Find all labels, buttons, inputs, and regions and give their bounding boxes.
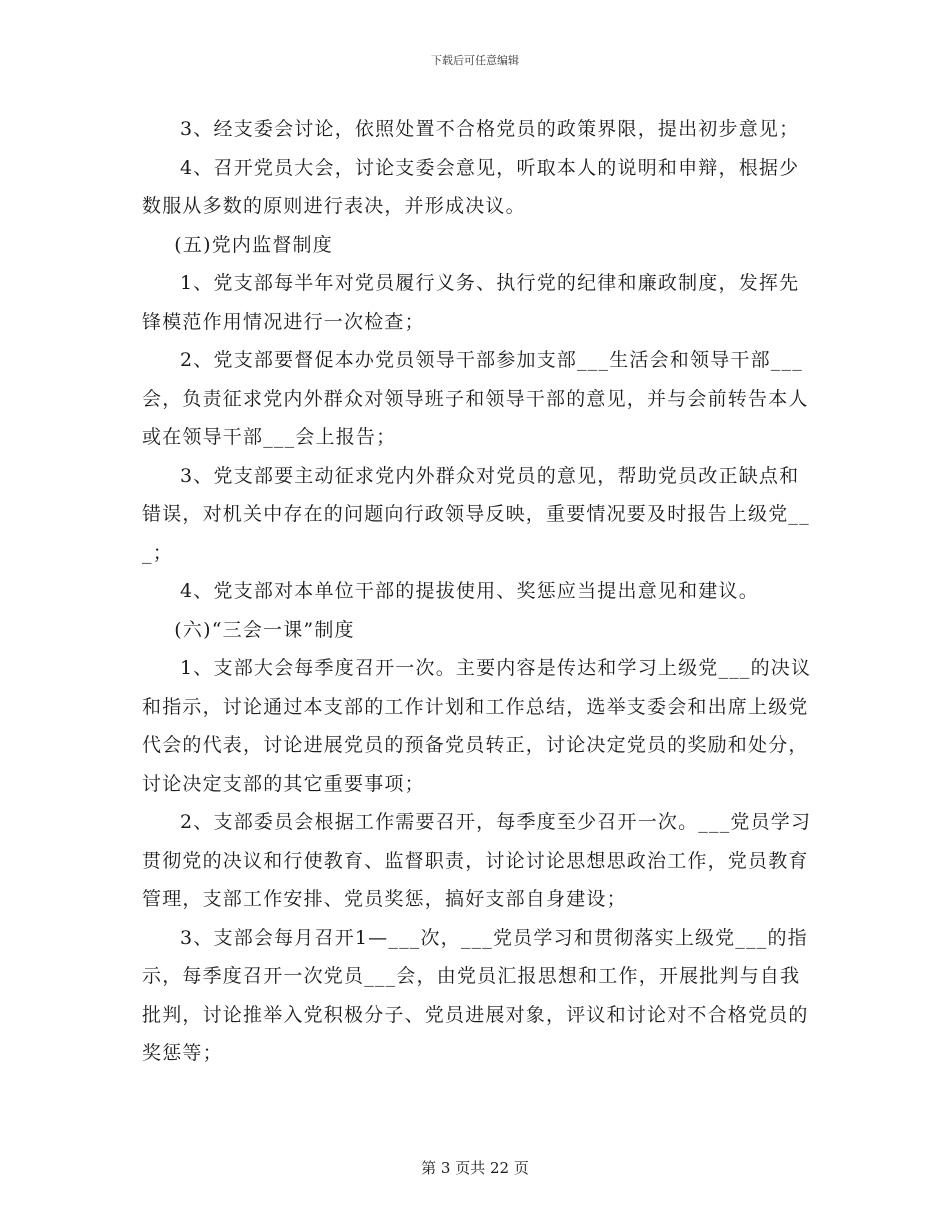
paragraph-item-4: 4、召开党员大会，讨论支委会意见，听取本人的说明和申辩，根据少数服从多数的原则进行表决，并形成决议。 (142, 156, 800, 217)
paragraph-supervision-2: 2、党支部要督促本办党员领导干部参加支部___生活会和领导干部___会，负责征求党内外群众对领导班子和领导干部的意见，并与会前转告本人或在领导干部___会上报告； (142, 349, 809, 448)
page-number: 第 3 页共 22 页 (421, 1159, 529, 1177)
page-header-note: 下载后可任意编辑 (431, 54, 519, 67)
paragraph-supervision-1: 1、党支部每半年对党员履行义务、执行党的纪律和廉政制度，发挥先锋模范作用情况进行一次检查； (142, 272, 800, 333)
section-heading-6: (六)“三会一课”制度 (174, 618, 355, 641)
paragraph-supervision-3: 3、党支部要主动征求党内外群众对党员的意见，帮助党员改正缺点和错误，对机关中存在的问题向行政领导反映，重要情况要及时报告上级党___； (142, 464, 810, 564)
paragraph-supervision-4: 4、党支部对本单位干部的提拔使用、奖惩应当提出意见和建议。 (180, 580, 759, 602)
document-body (142, 110, 812, 1073)
section-heading-5: (五)党内监督制度 (174, 233, 333, 256)
paragraph-meeting-1: 1、支部大会每季度召开一次。主要内容是传达和学习上级党___的决议和指示，讨论通过本支部的工作计划和工作总结，选举支委会和出席上级党代会的代表，讨论进展党员的预备党员转正，讨论决定党员的奖励和处分，讨论决定支部的其它重要事项； (142, 657, 812, 795)
paragraph-meeting-3: 3、支部会每月召开1—___次，___党员学习和贯彻落实上级党___的指示，每季度召开一次党员___会，由党员汇报思想和工作，开展批判与自我批判，讨论推举入党积极分子、党员进展对象，评议和讨论对不合格党员的奖惩等； (142, 926, 809, 1064)
paragraph-item-3: 3、经支委会讨论，依照处置不合格党员的政策界限，提出初步意见； (180, 118, 800, 140)
paragraph-meeting-2: 2、支部委员会根据工作需要召开，每季度至少召开一次。___党员学习贯彻党的决议和行使教育、监督职责，讨论讨论思想思政治工作，党员教育管理，支部工作安排、党员奖惩，搞好支部自身建设； (142, 811, 812, 910)
